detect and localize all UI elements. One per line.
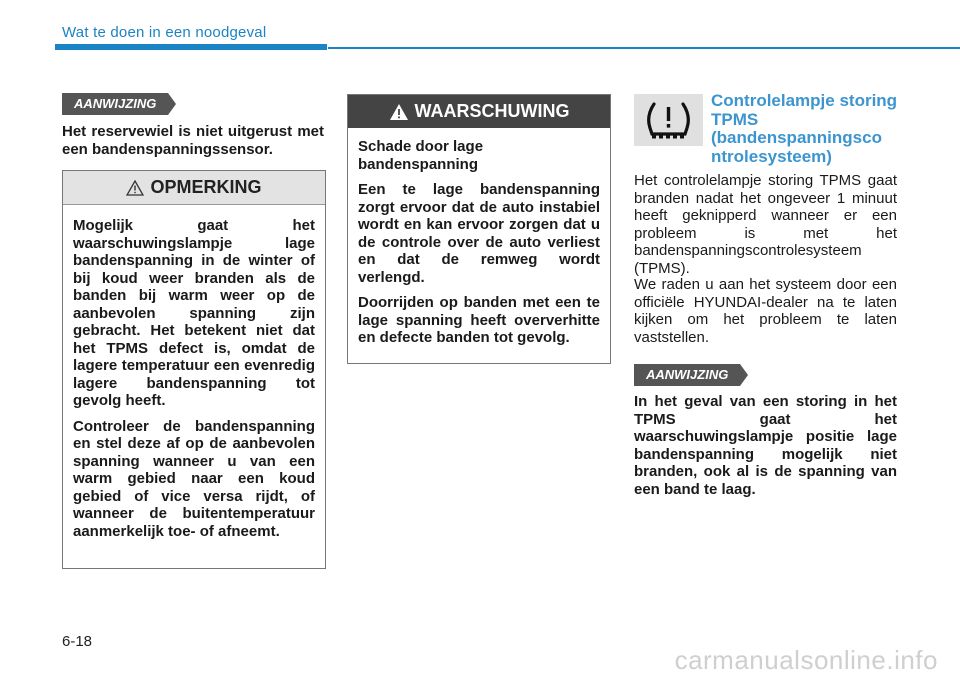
header-bar (55, 44, 327, 50)
tpms-warning-icon (634, 94, 703, 146)
caution-paragraph: Mogelijk gaat het waarschuwingslampje lage bandenspanning in de winter of bij koud weer branden als de banden bij warm weer op de aanbevolen spanning zijn gebracht. Het betekent niet dat het TPMS defect is, omdat de lagere temperatuur een evenredig lagere bandenspanning tot gevolg heeft. (73, 217, 315, 409)
note-tag: AANWIJZING (62, 93, 168, 115)
warning-triangle-icon (389, 103, 409, 121)
warning-subheading: Schade door lage bandenspanning (358, 138, 484, 173)
page-header-title: Wat te doen in een noodgeval (62, 24, 267, 41)
caution-box-header (63, 171, 325, 205)
page-number: 6-18 (62, 633, 93, 650)
watermark: carmanualsonline.info (674, 645, 938, 675)
body-paragraph: We raden u aan het systeem door een officiële HYUNDAI-dealer na te laten kijken om het probleem te laten vaststellen. (634, 276, 897, 346)
note-tag: AANWIJZING (634, 364, 740, 386)
note-text: In het geval van een storing in het TPMS gaat het waarschuwingslampje positie lage bandenspanning mogelijk niet branden, ook al is de spanning van een band te laag. (634, 393, 897, 498)
warning-heading: WAARSCHUWING (414, 101, 570, 121)
warning-body (348, 128, 610, 365)
header-rule (328, 47, 960, 49)
caution-body (63, 205, 325, 558)
warning-paragraph: Een te lage bandenspanning zorgt ervoor dat de auto instabiel wordt en kan ervoor zorgen dat u de controle over de auto verliest en dat de remweg wordt verlengd. (358, 181, 600, 286)
caution-box (62, 170, 326, 569)
warning-paragraph: Doorrijden op banden met een te lage spanning heeft oververhitte en defecte banden tot gevolg. (358, 294, 600, 346)
note-text: Het reservewiel is niet uitgerust met een bandenspanningssensor. (62, 123, 324, 158)
warning-box (347, 94, 611, 364)
caution-paragraph: Controleer de bandenspanning en stel deze af op de aanbevolen spanning wanneer u van een warm gebied naar een koud gebied of vice versa rijdt, of wanneer de buitentemperatuur aanmerkelijk toe- of afneemt. (73, 417, 315, 540)
body-paragraph: Het controlelampje storing TPMS gaat branden nadat het ongeveer 1 minuut heeft geknipperd wanneer er een probleem is met het bandenspanningscontrolesysteem (TPMS). (634, 172, 897, 277)
warning-triangle-icon (126, 180, 144, 196)
section-title: Controlelampje storing TPMS (bandenspanningsco ntrolesysteem) (711, 91, 898, 166)
caution-heading: OPMERKING (150, 177, 262, 197)
warning-box-header (348, 95, 610, 128)
